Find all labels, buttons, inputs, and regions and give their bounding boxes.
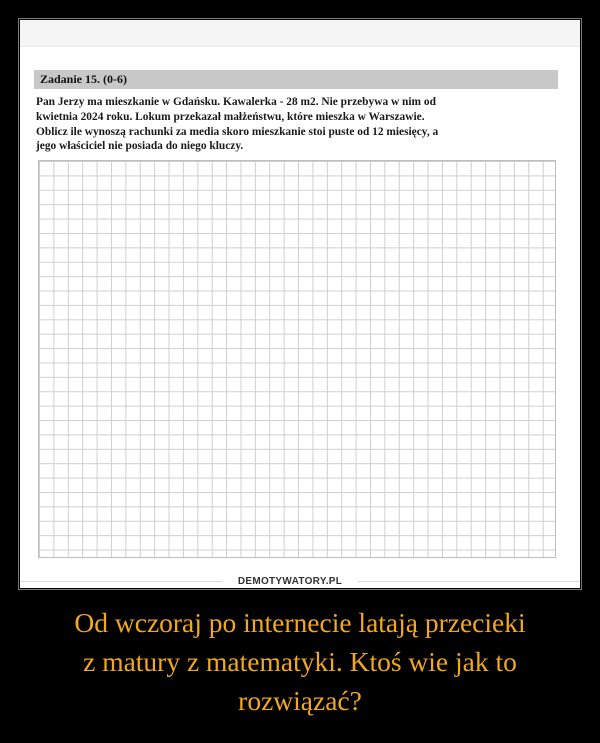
watermark-area (20, 575, 580, 588)
caption-line: Od wczoraj po internecie latają przecieki (74, 607, 526, 638)
answer-grid (38, 160, 556, 558)
task-text (36, 95, 566, 154)
task-line: Oblicz ile wynoszą rachunki za media skoro mieszkanie stoi puste od 12 miesięcy, a (36, 125, 439, 138)
task-line: kwietnia 2024 roku. Lokum przekazał małżeństwu, które mieszka w Warszawie. (36, 110, 425, 123)
exam-image (20, 20, 580, 588)
task-line: jego właściciel nie posiada do niego kluczy. (36, 140, 244, 153)
task-line: Pan Jerzy ma mieszkanie w Gdańsku. Kawalerka - 28 m2. Nie przebywa w nim od (36, 96, 436, 108)
caption-line: rozwiązać? (238, 685, 362, 716)
top-strip (20, 20, 580, 47)
task-header: Zadanie 15. (0-6) (34, 70, 558, 89)
watermark-logo: DEMOTYWATORY.PL (222, 575, 358, 588)
caption (0, 603, 600, 720)
caption-line: z matury z matematyki. Ktoś wie jak to (83, 646, 517, 677)
